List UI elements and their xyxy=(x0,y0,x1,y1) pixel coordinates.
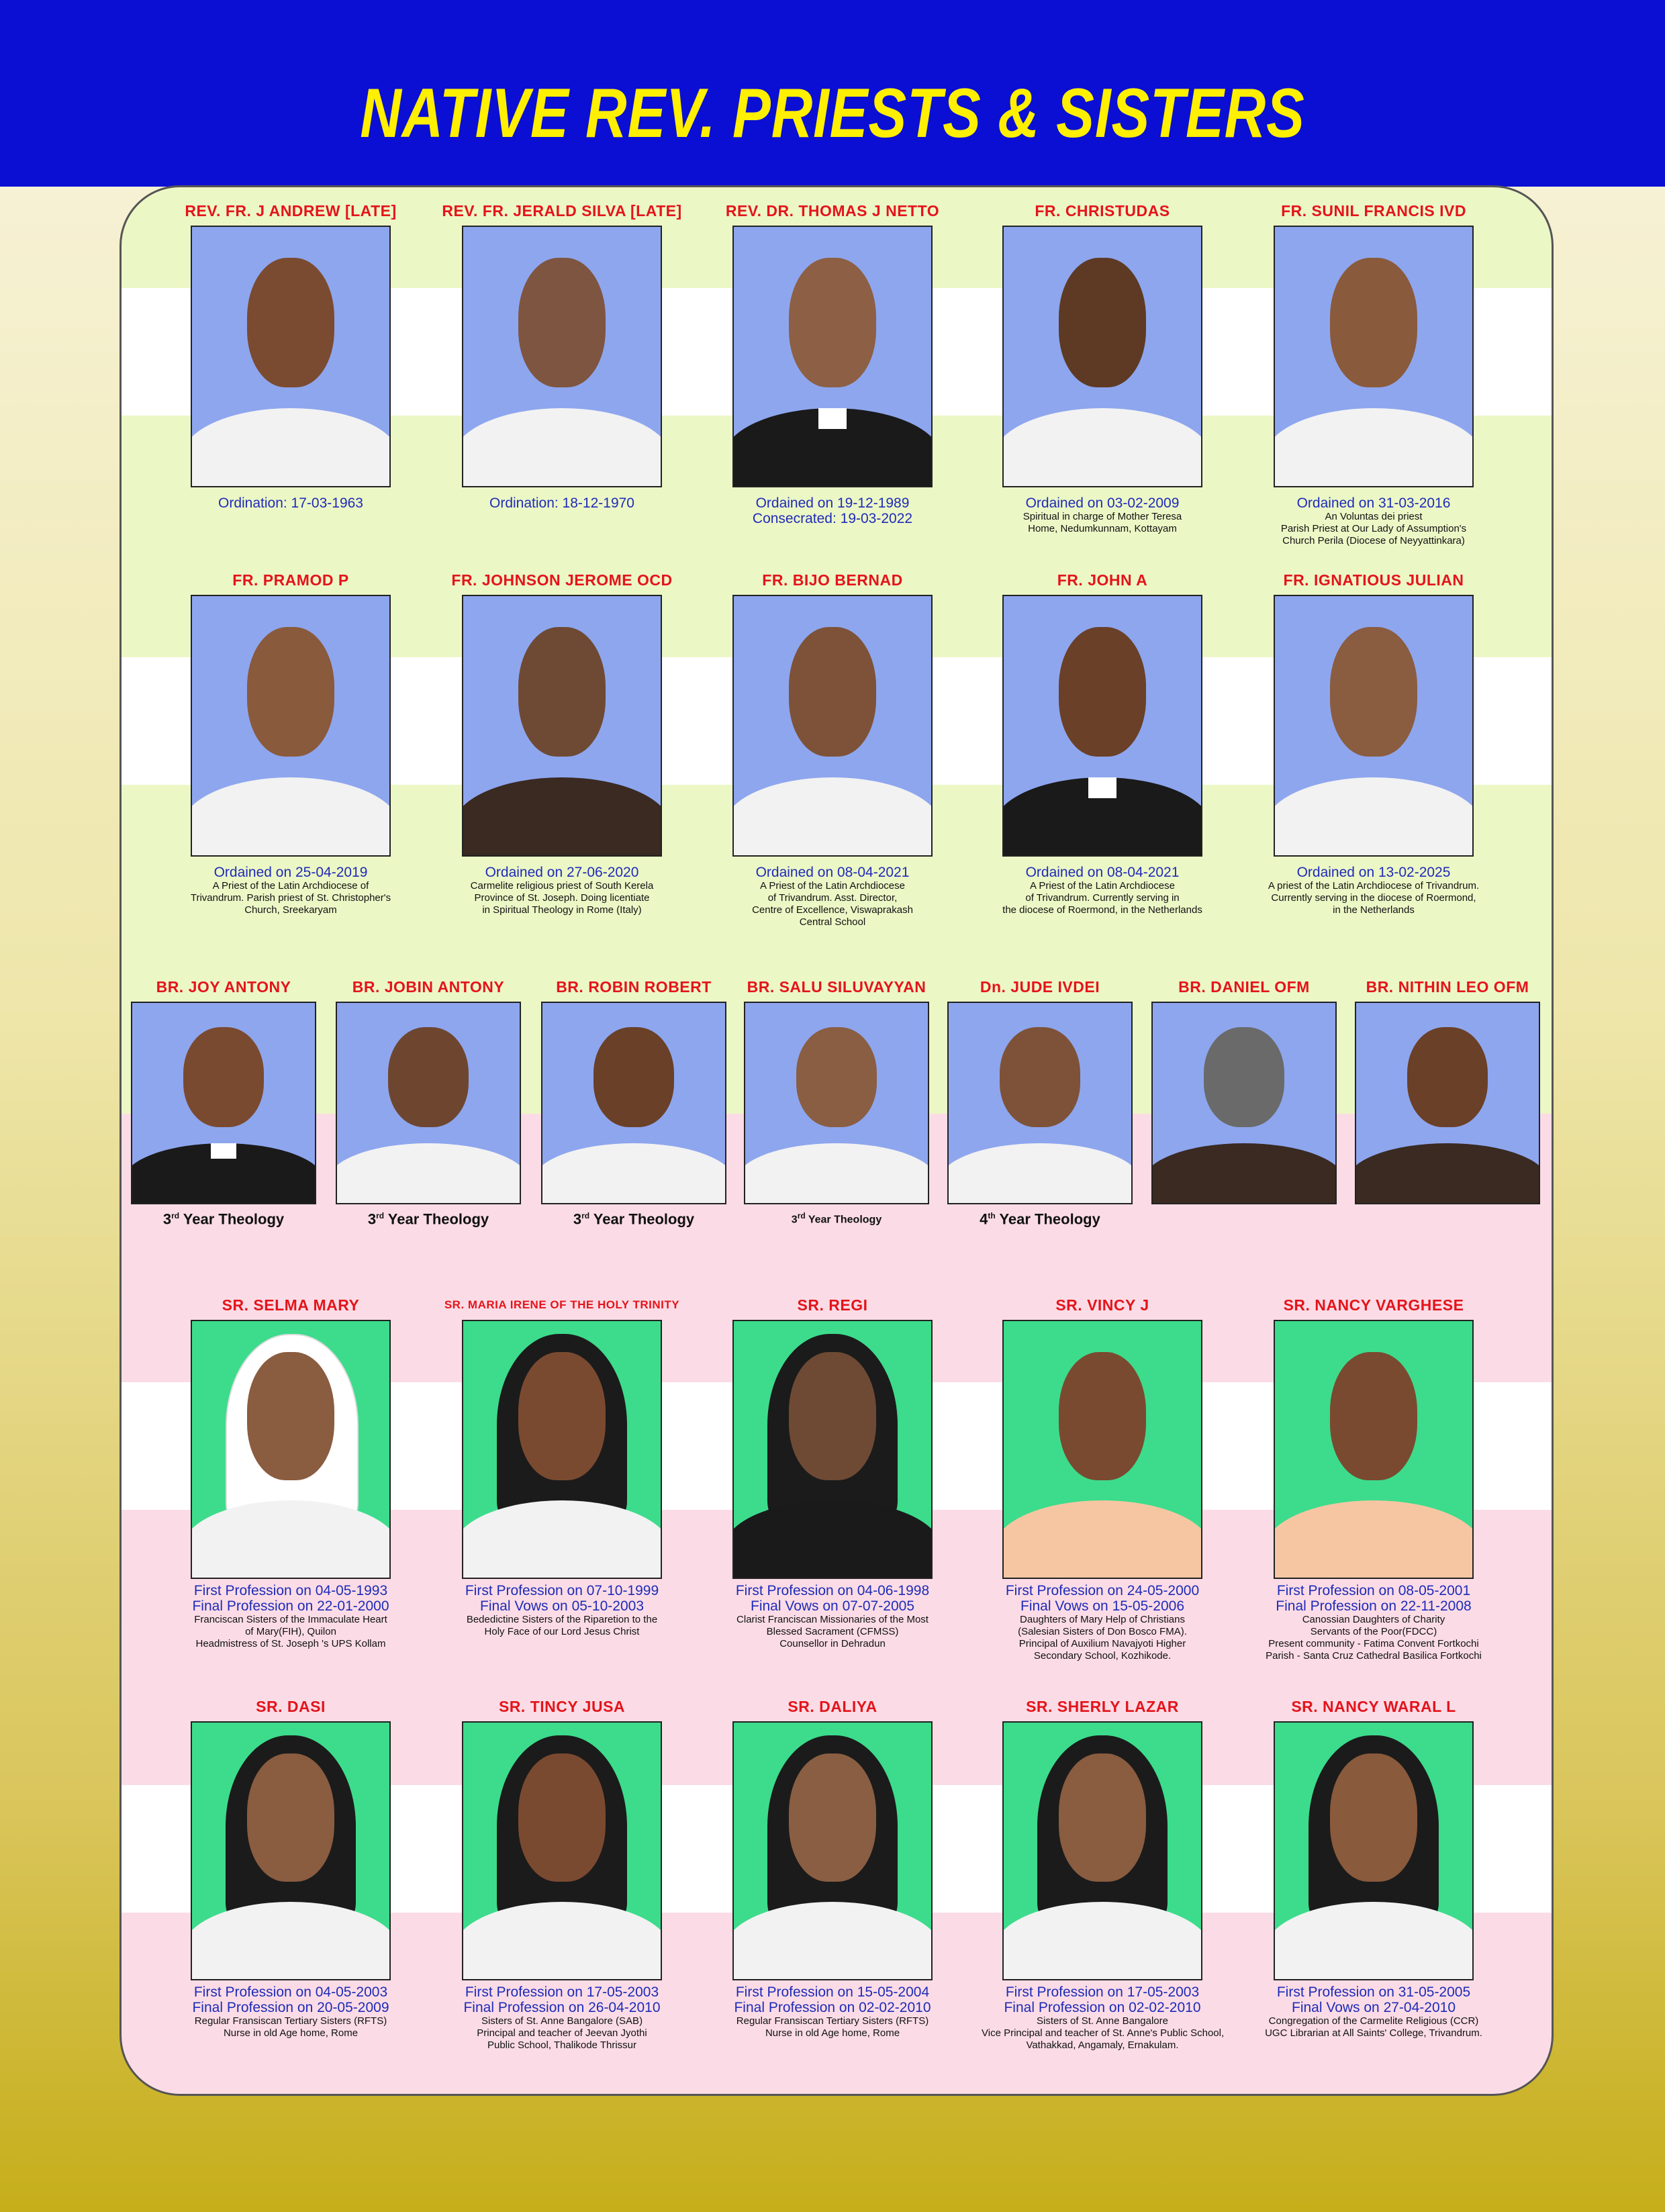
person-name: FR. JOHN A xyxy=(1057,571,1148,589)
head-shape xyxy=(1407,1027,1488,1127)
description-line: A Priest of the Latin Archdiocese of xyxy=(212,880,369,892)
row5-card-3 xyxy=(712,1697,953,2039)
head-shape xyxy=(789,1352,875,1480)
description-line: Principal of Auxilium Navajyoti Higher xyxy=(1018,1638,1186,1649)
head-shape xyxy=(593,1027,674,1127)
shoulders-shape xyxy=(191,1902,391,1980)
row2-card-3 xyxy=(712,571,953,928)
row3-card-4 xyxy=(736,977,937,1229)
shoulders-shape xyxy=(947,1143,1133,1204)
description-line: An Voluntas dei priest xyxy=(1325,511,1423,522)
row3-card-1 xyxy=(123,977,324,1228)
description-line: Headmistress of St. Joseph 's UPS Kollam xyxy=(195,1638,386,1649)
row2-card-5 xyxy=(1253,571,1494,916)
description-line: Servants of the Poor(FDCC) xyxy=(1310,1626,1437,1637)
portrait-photo xyxy=(462,1320,662,1579)
shoulders-shape xyxy=(1002,408,1202,487)
description-line: Trivandrum. Parish priest of St. Christopher's xyxy=(190,892,391,904)
date-line-2: Final Profession on 22-01-2000 xyxy=(192,1598,389,1614)
description-line: in Spiritual Theology in Rome (Italy) xyxy=(482,904,642,916)
description-line: Sisters of St. Anne Bangalore xyxy=(1037,2015,1168,2027)
portrait-photo xyxy=(191,1320,391,1579)
year-label: Year Theology xyxy=(589,1210,695,1228)
date-line-1: Ordained on 08-04-2021 xyxy=(755,865,910,880)
portrait-photo xyxy=(1274,1721,1474,1980)
head-shape xyxy=(518,627,605,757)
description-line: Province of St. Joseph. Doing licentiate xyxy=(474,892,650,904)
shoulders-shape xyxy=(462,777,662,857)
description-line: Regular Fransiscan Tertiary Sisters (RFTS) xyxy=(736,2015,929,2027)
shoulders-shape xyxy=(1002,1902,1202,1980)
shoulders-shape xyxy=(191,1500,391,1579)
shoulders-shape xyxy=(462,1500,662,1579)
date-line-2: Final Vows on 27-04-2010 xyxy=(1292,2000,1456,2015)
description-line: Present community - Fatima Convent Fortkochi xyxy=(1268,1638,1479,1649)
description-line: Vathakkad, Angamaly, Ernakulam. xyxy=(1026,2039,1179,2051)
date-line-1: First Profession on 17-05-2003 xyxy=(465,1984,659,2000)
portrait-photo xyxy=(131,1002,316,1204)
date-line-1: First Profession on 04-06-1998 xyxy=(735,1583,930,1598)
head-shape xyxy=(1330,627,1417,757)
date-line-1: Ordination: 18-12-1970 xyxy=(489,495,634,511)
description-line: Bededictine Sisters of the Riparetion to the xyxy=(466,1614,658,1625)
description-line: Sisters of St. Anne Bangalore (SAB) xyxy=(481,2015,643,2027)
portrait-photo xyxy=(1355,1002,1540,1204)
date-line-1: Ordained on 27-06-2020 xyxy=(485,865,639,880)
head-shape xyxy=(1330,1753,1417,1882)
person-name: SR. DALIYA xyxy=(788,1698,877,1715)
info-spacer xyxy=(982,487,1223,495)
info-spacer xyxy=(712,857,953,865)
date-line-1: Ordained on 03-02-2009 xyxy=(1025,495,1180,511)
year-label: Year Theology xyxy=(995,1210,1100,1228)
head-shape xyxy=(1059,258,1145,387)
info-spacer xyxy=(1253,487,1494,495)
head-shape xyxy=(388,1027,469,1127)
description-line: Blessed Sacrament (CFMSS) xyxy=(766,1626,899,1637)
year-label: Year Theology xyxy=(384,1210,489,1228)
person-name: REV. FR. J ANDREW [LATE] xyxy=(185,202,397,220)
shoulders-shape xyxy=(732,777,933,857)
person-name: BR. JOY ANTONY xyxy=(156,978,291,996)
description-line: Home, Nedumkunnam, Kottayam xyxy=(1028,523,1177,534)
description-line: Counsellor in Dehradun xyxy=(779,1638,886,1649)
row1-card-5 xyxy=(1253,201,1494,547)
person-name: BR. JOBIN ANTONY xyxy=(352,978,505,996)
row4-card-5 xyxy=(1253,1296,1494,1662)
year-number: 3 xyxy=(791,1214,798,1226)
portrait-photo xyxy=(1274,226,1474,487)
person-name: SR. REGI xyxy=(797,1296,868,1314)
description-line: Parish Priest at Our Lady of Assumption's xyxy=(1280,523,1467,534)
portrait-photo xyxy=(732,1721,933,1980)
portrait-photo xyxy=(462,1721,662,1980)
row4-card-2 xyxy=(441,1296,683,1638)
person-name: BR. SALU SILUVAYYAN xyxy=(747,978,926,996)
shoulders-shape xyxy=(1274,1500,1474,1579)
head-shape xyxy=(183,1027,264,1127)
shoulders-shape xyxy=(462,1902,662,1980)
head-shape xyxy=(1059,627,1145,757)
date-line-1: Ordained on 19-12-1989 xyxy=(755,495,910,511)
collar-shape xyxy=(818,408,846,429)
description-line: Daughters of Mary Help of Christians xyxy=(1020,1614,1185,1625)
head-shape xyxy=(789,627,875,757)
date-line-1: First Profession on 15-05-2004 xyxy=(735,1984,930,2000)
row2-card-4 xyxy=(982,571,1223,916)
date-line-1: First Profession on 04-05-2003 xyxy=(193,1984,388,2000)
head-shape xyxy=(1059,1753,1145,1882)
date-line-1: First Profession on 24-05-2000 xyxy=(1005,1583,1200,1598)
portrait-photo xyxy=(1002,226,1202,487)
description-line: Nurse in old Age home, Rome xyxy=(223,2027,359,2039)
year-number: 3 xyxy=(162,1210,172,1228)
person-name: BR. ROBIN ROBERT xyxy=(556,978,712,996)
description-line: Parish - Santa Cruz Cathedral Basilica Fortkochi xyxy=(1266,1650,1482,1662)
person-name: SR. SELMA MARY xyxy=(222,1296,360,1314)
date-line-1: First Profession on 17-05-2003 xyxy=(1005,1984,1200,2000)
description-line: Clarist Franciscan Missionaries of the Most xyxy=(736,1614,929,1625)
date-line-2: Final Profession on 26-04-2010 xyxy=(463,2000,661,2015)
portrait-photo xyxy=(1274,1320,1474,1579)
row2-card-2 xyxy=(441,571,683,916)
description-line: of Mary(FIH), Quilon xyxy=(245,1626,336,1637)
description-line: Currently serving in the diocese of Roermond, xyxy=(1271,892,1476,904)
description-line: Nurse in old Age home, Rome xyxy=(765,2027,900,2039)
description-line: Public School, Thalikode Thrissur xyxy=(487,2039,637,2051)
year-suffix: rd xyxy=(376,1211,385,1220)
date-line-1: Ordained on 31-03-2016 xyxy=(1296,495,1451,511)
head-shape xyxy=(789,258,875,387)
date-line-2: Final Profession on 20-05-2009 xyxy=(192,2000,389,2015)
shoulders-shape xyxy=(1002,1500,1202,1579)
portrait-photo xyxy=(1002,1320,1202,1579)
description-line: Carmelite religious priest of South Kerela xyxy=(470,880,654,892)
date-line-1: Ordination: 17-03-1963 xyxy=(218,495,363,511)
row4-card-3 xyxy=(712,1296,953,1650)
shoulders-shape xyxy=(1274,1902,1474,1980)
row4-card-4 xyxy=(982,1296,1223,1662)
description-line: UGC Librarian at All Saints' College, Trivandrum. xyxy=(1265,2027,1482,2039)
person-name: FR. SUNIL FRANCIS IVD xyxy=(1281,202,1466,220)
info-spacer xyxy=(712,487,953,495)
description-line: A Priest of the Latin Archdiocese xyxy=(1030,880,1175,892)
row5-card-1 xyxy=(170,1697,412,2039)
date-line-2: Final Vows on 07-07-2005 xyxy=(751,1598,914,1614)
theology-year xyxy=(328,1207,529,1228)
shoulders-shape xyxy=(1274,408,1474,487)
row4-card-1 xyxy=(170,1296,412,1650)
description-line: Church, Sreekaryam xyxy=(244,904,337,916)
person-name: Dn. JUDE IVDEI xyxy=(980,978,1100,996)
theology-year xyxy=(533,1207,734,1228)
collar-shape xyxy=(1088,777,1116,798)
row2-card-1 xyxy=(170,571,412,916)
person-name: SR. NANCY WARAL L xyxy=(1291,1698,1456,1715)
row3-card-5 xyxy=(939,977,1141,1228)
shoulders-shape xyxy=(1355,1143,1540,1204)
row1-card-2 xyxy=(441,201,683,511)
date-line-1: Ordained on 13-02-2025 xyxy=(1296,865,1451,880)
collar-shape xyxy=(211,1143,236,1159)
date-line-1: First Profession on 04-05-1993 xyxy=(193,1583,388,1598)
info-spacer xyxy=(982,857,1223,865)
row1-card-4 xyxy=(982,201,1223,535)
date-line-2: Final Profession on 02-02-2010 xyxy=(1004,2000,1201,2015)
portrait-photo xyxy=(1002,1721,1202,1980)
year-suffix: rd xyxy=(171,1211,180,1220)
date-line-2: Final Profession on 22-11-2008 xyxy=(1276,1598,1472,1614)
description-line: Regular Fransiscan Tertiary Sisters (RFTS) xyxy=(194,2015,387,2027)
row3-card-2 xyxy=(328,977,529,1228)
portrait-photo xyxy=(191,1721,391,1980)
portrait-photo xyxy=(1274,595,1474,857)
description-line: Centre of Excellence, Viswaprakash xyxy=(752,904,913,916)
description-line: Secondary School, Kozhikode. xyxy=(1033,1650,1172,1662)
header-banner xyxy=(0,0,1665,187)
year-number: 4 xyxy=(980,1210,988,1228)
shoulders-shape xyxy=(191,408,391,487)
portrait-photo xyxy=(947,1002,1133,1204)
portrait-photo xyxy=(732,226,933,487)
info-spacer xyxy=(170,487,412,495)
date-line-1: First Profession on 31-05-2005 xyxy=(1276,1984,1471,2000)
shoulders-shape xyxy=(336,1143,521,1204)
portrait-photo xyxy=(1002,595,1202,857)
head-shape xyxy=(1000,1027,1080,1127)
head-shape xyxy=(1059,1352,1145,1480)
person-name: SR. DASI xyxy=(256,1698,326,1715)
shoulders-shape xyxy=(1274,777,1474,857)
person-name: SR. SHERLY LAZAR xyxy=(1026,1698,1179,1715)
portrait-photo xyxy=(191,595,391,857)
person-name: REV. FR. JERALD SILVA [LATE] xyxy=(442,202,682,220)
year-suffix: th xyxy=(988,1211,996,1220)
shoulders-shape xyxy=(1151,1143,1337,1204)
shoulders-shape xyxy=(541,1143,726,1204)
person-name: FR. IGNATIOUS JULIAN xyxy=(1283,571,1464,589)
person-name: REV. DR. THOMAS J NETTO xyxy=(725,202,940,220)
person-name: FR. PRAMOD P xyxy=(232,571,349,589)
year-number: 3 xyxy=(573,1210,582,1228)
theology-year xyxy=(939,1207,1141,1228)
row5-card-5 xyxy=(1253,1697,1494,2039)
description-line: Church Perila (Diocese of Neyyattinkara) xyxy=(1282,535,1465,546)
portrait-photo xyxy=(744,1002,929,1204)
row3-card-6 xyxy=(1143,977,1345,1204)
date-line-1: First Profession on 07-10-1999 xyxy=(465,1583,659,1598)
row3-card-7 xyxy=(1347,977,1548,1204)
person-name: SR. VINCY J xyxy=(1055,1296,1149,1314)
portrait-photo xyxy=(732,595,933,857)
row5-card-4 xyxy=(982,1697,1223,2052)
person-name: SR. TINCY JUSA xyxy=(498,1698,626,1715)
year-suffix: rd xyxy=(797,1211,806,1220)
portrait-photo xyxy=(462,595,662,857)
date-line-2: Consecrated: 19-03-2022 xyxy=(752,511,913,526)
description-line: Spiritual in charge of Mother Teresa xyxy=(1022,511,1182,522)
shoulders-shape xyxy=(191,777,391,857)
head-shape xyxy=(518,1352,605,1480)
head-shape xyxy=(247,258,334,387)
portrait-photo xyxy=(462,226,662,487)
date-line-2: Final Vows on 05-10-2003 xyxy=(480,1598,644,1614)
person-name: SR. MARIA IRENE OF THE HOLY TRINITY xyxy=(444,1298,680,1311)
head-shape xyxy=(518,1753,605,1882)
head-shape xyxy=(1330,258,1417,387)
row3-card-3 xyxy=(533,977,734,1228)
head-shape xyxy=(247,1352,334,1480)
description-line: A priest of the Latin Archdiocese of Trivandrum. xyxy=(1268,880,1480,892)
theology-year xyxy=(123,1207,324,1228)
person-name: SR. NANCY VARGHESE xyxy=(1283,1296,1464,1314)
shoulders-shape xyxy=(462,408,662,487)
description-line: (Salesian Sisters of Don Bosco FMA). xyxy=(1018,1626,1187,1637)
description-line: of Trivandrum. Asst. Director, xyxy=(767,892,898,904)
description-line: of Trivandrum. Currently serving in xyxy=(1025,892,1180,904)
person-name: FR. JOHNSON JEROME OCD xyxy=(451,571,673,589)
description-line: A Priest of the Latin Archdiocese xyxy=(760,880,905,892)
theology-year xyxy=(736,1207,937,1229)
head-shape xyxy=(1204,1027,1284,1127)
head-shape xyxy=(789,1753,875,1882)
description-line: Franciscan Sisters of the Immaculate Heart xyxy=(194,1614,387,1625)
head-shape xyxy=(247,627,334,757)
page-title: NATIVE REV. PRIESTS & SISTERS xyxy=(360,75,1305,152)
description-line: Vice Principal and teacher of St. Anne's Public School, xyxy=(982,2027,1225,2039)
date-line-2: Final Vows on 15-05-2006 xyxy=(1020,1598,1184,1614)
row1-card-3 xyxy=(712,201,953,526)
year-suffix: rd xyxy=(581,1211,590,1220)
year-label: Year Theology xyxy=(805,1214,882,1226)
portrait-photo xyxy=(541,1002,726,1204)
shoulders-shape xyxy=(732,1902,933,1980)
info-spacer xyxy=(441,487,683,495)
row5-card-2 xyxy=(441,1697,683,2052)
head-shape xyxy=(1330,1352,1417,1480)
description-line: the diocese of Roermond, in the Netherlands xyxy=(1002,904,1202,916)
date-line-1: Ordained on 08-04-2021 xyxy=(1025,865,1180,880)
portrait-photo xyxy=(336,1002,521,1204)
head-shape xyxy=(247,1753,334,1882)
info-spacer xyxy=(441,857,683,865)
description-line: Holy Face of our Lord Jesus Christ xyxy=(484,1626,640,1637)
portrait-photo xyxy=(1151,1002,1337,1204)
head-shape xyxy=(796,1027,877,1127)
shoulders-shape xyxy=(732,1500,933,1579)
date-line-1: Ordained on 25-04-2019 xyxy=(213,865,368,880)
description-line: in the Netherlands xyxy=(1333,904,1415,916)
date-line-2: Final Profession on 02-02-2010 xyxy=(734,2000,931,2015)
info-spacer xyxy=(1253,857,1494,865)
portrait-photo xyxy=(732,1320,933,1579)
row1-card-1 xyxy=(170,201,412,511)
info-spacer xyxy=(170,857,412,865)
description-line: Principal and teacher of Jeevan Jyothi xyxy=(477,2027,647,2039)
shoulders-shape xyxy=(744,1143,929,1204)
description-line: Congregation of the Carmelite Religious (CCR) xyxy=(1268,2015,1479,2027)
person-name: BR. DANIEL OFM xyxy=(1178,978,1310,996)
date-line-1: First Profession on 08-05-2001 xyxy=(1276,1583,1471,1598)
portrait-photo xyxy=(191,226,391,487)
person-name: BR. NITHIN LEO OFM xyxy=(1366,978,1529,996)
person-name: FR. CHRISTUDAS xyxy=(1035,202,1170,220)
head-shape xyxy=(518,258,605,387)
description-line: Central School xyxy=(799,916,866,928)
description-line: Canossian Daughters of Charity xyxy=(1302,1614,1445,1625)
year-label: Year Theology xyxy=(179,1210,285,1228)
person-name: FR. BIJO BERNAD xyxy=(762,571,903,589)
year-number: 3 xyxy=(367,1210,377,1228)
